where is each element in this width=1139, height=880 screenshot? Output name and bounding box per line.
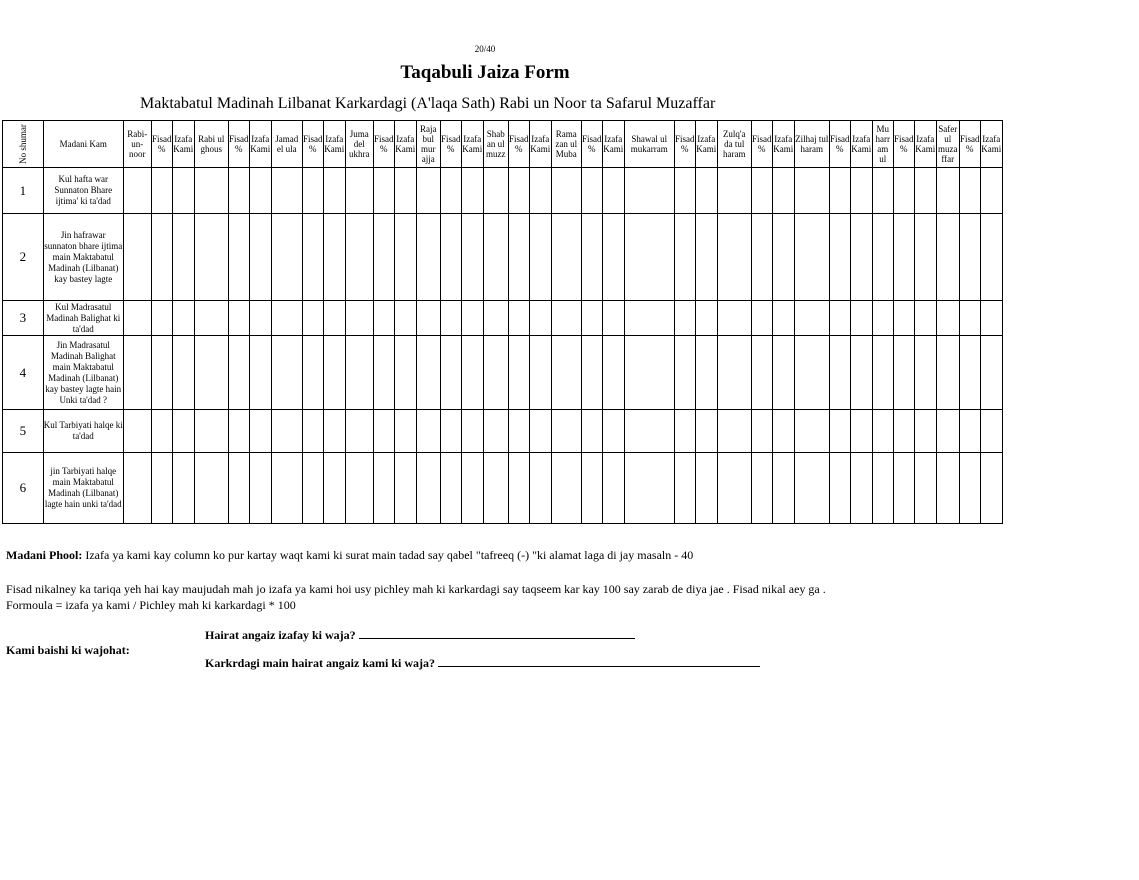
entry-cell[interactable] [872,453,893,524]
madani-kam-header: Madani Kam [43,121,123,168]
formula-note: Formoula = izafa ya kami / Pichley mah ki karkardagi * 100 [6,598,296,612]
entry-cell[interactable] [416,336,440,410]
entry-cell[interactable] [893,214,914,301]
entry-cell[interactable] [959,453,980,524]
entry-cell[interactable] [172,336,194,410]
entry-cell[interactable] [461,214,483,301]
kami-answer-line[interactable] [438,656,760,667]
entry-cell[interactable] [674,301,695,336]
entry-cell[interactable] [980,453,1002,524]
entry-cell[interactable] [228,453,249,524]
entry-cell[interactable] [416,453,440,524]
entry-cell[interactable] [461,336,483,410]
entry-cell[interactable] [440,336,461,410]
month-header: Rabi ul ghous [194,121,228,168]
izafa-kami-header: Izafa Kami [980,121,1002,168]
entry-cell[interactable] [483,214,508,301]
page-number: 20/40 [474,44,496,54]
month-header: Shawal ul mukarram [624,121,674,168]
row-number: 3 [3,301,44,336]
fisad-header: Fisad % [228,121,249,168]
entry-cell[interactable] [914,410,936,453]
entry-cell[interactable] [271,336,302,410]
entry-cell[interactable] [794,410,829,453]
entry-cell[interactable] [194,453,228,524]
fisad-header: Fisad % [751,121,772,168]
entry-cell[interactable] [249,214,271,301]
entry-cell[interactable] [228,410,249,453]
entry-cell[interactable] [717,168,751,214]
entry-cell[interactable] [123,336,151,410]
fisad-header: Fisad % [440,121,461,168]
entry-cell[interactable] [271,410,302,453]
entry-cell[interactable] [751,410,772,453]
entry-cell[interactable] [893,453,914,524]
entry-cell[interactable] [151,410,172,453]
entry-cell[interactable] [302,453,323,524]
entry-cell[interactable] [172,410,194,453]
month-header: Jamad el ula [271,121,302,168]
entry-cell[interactable] [271,301,302,336]
entry-cell[interactable] [980,301,1002,336]
entry-cell[interactable] [936,336,959,410]
entry-cell[interactable] [394,214,416,301]
table-row [3,336,1003,410]
izafa-kami-header: Izafa Kami [695,121,717,168]
entry-cell[interactable] [440,453,461,524]
entry-cell[interactable] [624,410,674,453]
entry-cell[interactable] [850,301,872,336]
fisad-header: Fisad % [829,121,850,168]
entry-cell[interactable] [416,410,440,453]
entry-cell[interactable] [483,410,508,453]
entry-cell[interactable] [751,214,772,301]
entry-cell[interactable] [529,453,551,524]
entry-cell[interactable] [323,168,345,214]
entry-cell[interactable] [829,301,850,336]
entry-cell[interactable] [695,168,717,214]
no-shumar-header [3,121,44,168]
entry-cell[interactable] [674,214,695,301]
entry-cell[interactable] [529,301,551,336]
entry-cell[interactable] [717,410,751,453]
kami-question [205,656,760,671]
entry-cell[interactable] [602,301,624,336]
entry-cell[interactable] [172,301,194,336]
izafa-kami-header: Izafa Kami [914,121,936,168]
entry-cell[interactable] [373,168,394,214]
entry-cell[interactable] [394,168,416,214]
row-number: 5 [3,410,44,453]
entry-cell[interactable] [674,453,695,524]
month-header: Rabi-un-noor [123,121,151,168]
entry-cell[interactable] [936,168,959,214]
entry-cell[interactable] [794,453,829,524]
entry-cell[interactable] [551,336,581,410]
entry-cell[interactable] [461,168,483,214]
entry-cell[interactable] [551,214,581,301]
entry-cell[interactable] [323,410,345,453]
entry-cell[interactable] [551,301,581,336]
page-subtitle: Maktabatul Madinah Lilbanat Karkardagi (A'laqa Sath) Rabi un Noor ta Safarul Muzaffar [140,95,716,112]
entry-cell[interactable] [602,168,624,214]
entry-cell[interactable] [624,453,674,524]
entry-cell[interactable] [483,168,508,214]
entry-cell[interactable] [228,336,249,410]
entry-cell[interactable] [829,453,850,524]
entry-cell[interactable] [194,168,228,214]
fisad-header: Fisad % [893,121,914,168]
entry-cell[interactable] [529,410,551,453]
izafa-kami-header: Izafa Kami [249,121,271,168]
fisad-header: Fisad % [302,121,323,168]
table-row [3,168,1003,214]
entry-cell[interactable] [373,214,394,301]
entry-cell[interactable] [483,453,508,524]
entry-cell[interactable] [850,453,872,524]
entry-cell[interactable] [194,214,228,301]
izafa-kami-header: Izafa Kami [323,121,345,168]
madani-kam-cell: Jin hafrawar sunnaton bhare ijtima main Maktabatul Madinah (Lilbanat) kay bastey lagte [43,214,123,301]
entry-cell[interactable] [172,214,194,301]
entry-cell[interactable] [850,410,872,453]
entry-cell[interactable] [483,301,508,336]
entry-cell[interactable] [772,410,794,453]
entry-cell[interactable] [872,301,893,336]
entry-cell[interactable] [914,214,936,301]
entry-cell[interactable] [249,336,271,410]
entry-cell[interactable] [581,453,602,524]
month-header: Shab an ul muzz [483,121,508,168]
entry-cell[interactable] [717,453,751,524]
entry-cell[interactable] [717,301,751,336]
entry-cell[interactable] [249,168,271,214]
entry-cell[interactable] [959,168,980,214]
month-header: Juma del ukhra [345,121,373,168]
entry-cell[interactable] [123,168,151,214]
entry-cell[interactable] [914,168,936,214]
entry-cell[interactable] [416,301,440,336]
entry-cell[interactable] [345,168,373,214]
madani-kam-cell: Jin Madrasatul Madinah Balighat main Maktabatul Madinah (Lilbanat) kay bastey lagte hain Unki ta'dad ? [43,336,123,410]
entry-cell[interactable] [695,453,717,524]
entry-cell[interactable] [893,301,914,336]
entry-cell[interactable] [695,410,717,453]
izafa-kami-header: Izafa Kami [529,121,551,168]
entry-cell[interactable] [271,168,302,214]
entry-cell[interactable] [872,214,893,301]
entry-cell[interactable] [461,410,483,453]
entry-cell[interactable] [959,301,980,336]
entry-cell[interactable] [551,453,581,524]
madani-kam-cell: jin Tarbiyati halqe main Maktabatul Madinah (Lilbanat) lagte hain unki ta'dad [43,453,123,524]
table-row [3,453,1003,524]
entry-cell[interactable] [772,168,794,214]
entry-cell[interactable] [602,214,624,301]
entry-cell[interactable] [794,301,829,336]
month-header: Safer ul muza ffar [936,121,959,168]
entry-cell[interactable] [440,214,461,301]
entry-cell[interactable] [872,336,893,410]
entry-cell[interactable] [980,410,1002,453]
entry-cell[interactable] [674,410,695,453]
table-row [3,410,1003,453]
row-number: 4 [3,336,44,410]
entry-cell[interactable] [228,214,249,301]
entry-cell[interactable] [829,410,850,453]
entry-cell[interactable] [980,168,1002,214]
month-header: Raja bul mur ajja [416,121,440,168]
entry-cell[interactable] [194,301,228,336]
entry-cell[interactable] [373,301,394,336]
entry-cell[interactable] [345,410,373,453]
entry-cell[interactable] [751,453,772,524]
izafa-kami-header: Izafa Kami [172,121,194,168]
entry-cell[interactable] [751,336,772,410]
row-number: 1 [3,168,44,214]
entry-cell[interactable] [980,214,1002,301]
fisad-header: Fisad % [151,121,172,168]
entry-cell[interactable] [394,453,416,524]
madani-kam-cell: Kul Tarbiyati halqe ki ta'dad [43,410,123,453]
entry-cell[interactable] [394,336,416,410]
entry-cell[interactable] [602,410,624,453]
entry-cell[interactable] [271,214,302,301]
entry-cell[interactable] [508,301,529,336]
entry-cell[interactable] [959,336,980,410]
entry-cell[interactable] [850,214,872,301]
izafa-kami-header: Izafa Kami [772,121,794,168]
entry-cell[interactable] [461,301,483,336]
entry-cell[interactable] [123,301,151,336]
entry-cell[interactable] [829,214,850,301]
fisad-header: Fisad % [674,121,695,168]
fisad-header: Fisad % [508,121,529,168]
entry-cell[interactable] [249,410,271,453]
entry-cell[interactable] [416,168,440,214]
entry-cell[interactable] [850,336,872,410]
entry-cell[interactable] [416,214,440,301]
kami-baishi-label: Kami baishi ki wajohat: [6,643,130,657]
entry-cell[interactable] [529,214,551,301]
entry-cell[interactable] [772,301,794,336]
entry-cell[interactable] [794,336,829,410]
izafa-answer-line[interactable] [359,628,635,639]
fisad-header: Fisad % [373,121,394,168]
izafa-kami-header: Izafa Kami [461,121,483,168]
entry-cell[interactable] [695,336,717,410]
entry-cell[interactable] [151,453,172,524]
madani-phool-text: Izafa ya kami kay column ko pur kartay waqt kami ki surat main tadad say qabel "tafreeq (-) "ki alamat laga di jay masaln - 40 [85,548,694,562]
entry-cell[interactable] [508,410,529,453]
entry-cell[interactable] [249,453,271,524]
entry-cell[interactable] [529,168,551,214]
row-number: 6 [3,453,44,524]
entry-cell[interactable] [551,168,581,214]
entry-cell[interactable] [373,453,394,524]
entry-cell[interactable] [345,214,373,301]
entry-cell[interactable] [345,336,373,410]
entry-cell[interactable] [872,410,893,453]
entry-cell[interactable] [717,214,751,301]
entry-cell[interactable] [461,453,483,524]
entry-cell[interactable] [302,336,323,410]
entry-cell[interactable] [123,453,151,524]
entry-cell[interactable] [936,453,959,524]
entry-cell[interactable] [508,214,529,301]
entry-cell[interactable] [581,301,602,336]
entry-cell[interactable] [581,214,602,301]
entry-cell[interactable] [624,168,674,214]
entry-cell[interactable] [581,336,602,410]
entry-cell[interactable] [123,214,151,301]
entry-cell[interactable] [172,453,194,524]
entry-cell[interactable] [373,410,394,453]
entry-cell[interactable] [914,453,936,524]
entry-cell[interactable] [914,301,936,336]
fisad-note: Fisad nikalney ka tariqa yeh hai kay maujudah mah jo izafa ya kami hoi usy pichley mah ki karkardagi say taqseem kar kay 100 say zarab de diya jae . Fisad nikal aey ga . [6,582,826,596]
entry-cell[interactable] [345,453,373,524]
no-shumar-label: No shumar [17,124,28,164]
entry-cell[interactable] [624,301,674,336]
entry-cell[interactable] [893,168,914,214]
entry-cell[interactable] [440,301,461,336]
entry-cell[interactable] [323,336,345,410]
entry-cell[interactable] [674,168,695,214]
kami-question-text: Karkrdagi main hairat angaiz kami ki waja? [205,656,436,670]
page-title: Taqabuli Jaiza Form [400,62,570,83]
entry-cell[interactable] [249,301,271,336]
entry-cell[interactable] [893,336,914,410]
entry-cell[interactable] [440,410,461,453]
entry-cell[interactable] [624,214,674,301]
entry-cell[interactable] [829,336,850,410]
fisad-header: Fisad % [959,121,980,168]
entry-cell[interactable] [508,453,529,524]
izafa-question-text: Hairat angaiz izafay ki waja? [205,628,356,642]
entry-cell[interactable] [394,301,416,336]
entry-cell[interactable] [980,336,1002,410]
entry-cell[interactable] [151,214,172,301]
entry-cell[interactable] [373,336,394,410]
entry-cell[interactable] [302,214,323,301]
jaiza-table [2,120,1003,524]
entry-cell[interactable] [959,410,980,453]
entry-cell[interactable] [936,301,959,336]
entry-cell[interactable] [850,168,872,214]
entry-cell[interactable] [323,453,345,524]
entry-cell[interactable] [602,336,624,410]
entry-cell[interactable] [302,301,323,336]
entry-cell[interactable] [323,301,345,336]
entry-cell[interactable] [893,410,914,453]
entry-cell[interactable] [872,168,893,214]
entry-cell[interactable] [228,168,249,214]
entry-cell[interactable] [772,214,794,301]
entry-cell[interactable] [529,336,551,410]
madani-kam-cell: Kul Madrasatul Madinah Balighat ki ta'dad [43,301,123,336]
entry-cell[interactable] [695,214,717,301]
entry-cell[interactable] [751,301,772,336]
entry-cell[interactable] [581,168,602,214]
izafa-kami-header: Izafa Kami [394,121,416,168]
izafa-kami-header: Izafa Kami [602,121,624,168]
entry-cell[interactable] [302,168,323,214]
entry-cell[interactable] [271,453,302,524]
entry-cell[interactable] [751,168,772,214]
entry-cell[interactable] [508,168,529,214]
entry-cell[interactable] [772,336,794,410]
entry-cell[interactable] [151,336,172,410]
entry-cell[interactable] [624,336,674,410]
entry-cell[interactable] [172,168,194,214]
madani-phool-note [6,548,693,563]
row-number: 2 [3,214,44,301]
month-header: Rama zan ul Muba [551,121,581,168]
entry-cell[interactable] [695,301,717,336]
madani-phool-label: Madani Phool: [6,548,83,562]
entry-cell[interactable] [959,214,980,301]
entry-cell[interactable] [674,336,695,410]
table-header-row [3,121,1003,168]
entry-cell[interactable] [194,336,228,410]
madani-kam-cell: Kul hafta war Sunnaton Bhare ijtima' ki ta'dad [43,168,123,214]
month-header: Zulq'a da tul haram [717,121,751,168]
table-row [3,301,1003,336]
entry-cell[interactable] [551,410,581,453]
entry-cell[interactable] [151,168,172,214]
entry-cell[interactable] [717,336,751,410]
entry-cell[interactable] [440,168,461,214]
entry-cell[interactable] [508,336,529,410]
entry-cell[interactable] [228,301,249,336]
entry-cell[interactable] [302,410,323,453]
entry-cell[interactable] [345,301,373,336]
entry-cell[interactable] [602,453,624,524]
entry-cell[interactable] [323,214,345,301]
entry-cell[interactable] [936,410,959,453]
table-row [3,214,1003,301]
entry-cell[interactable] [483,336,508,410]
entry-cell[interactable] [829,168,850,214]
entry-cell[interactable] [123,410,151,453]
entry-cell[interactable] [936,214,959,301]
izafa-kami-header: Izafa Kami [850,121,872,168]
fisad-header: Fisad % [581,121,602,168]
entry-cell[interactable] [794,168,829,214]
entry-cell[interactable] [914,336,936,410]
entry-cell[interactable] [194,410,228,453]
entry-cell[interactable] [794,214,829,301]
izafa-question [205,628,635,643]
month-header: Mu harr am ul [872,121,893,168]
entry-cell[interactable] [151,301,172,336]
entry-cell[interactable] [772,453,794,524]
entry-cell[interactable] [581,410,602,453]
month-header: Zilhaj tul haram [794,121,829,168]
entry-cell[interactable] [394,410,416,453]
